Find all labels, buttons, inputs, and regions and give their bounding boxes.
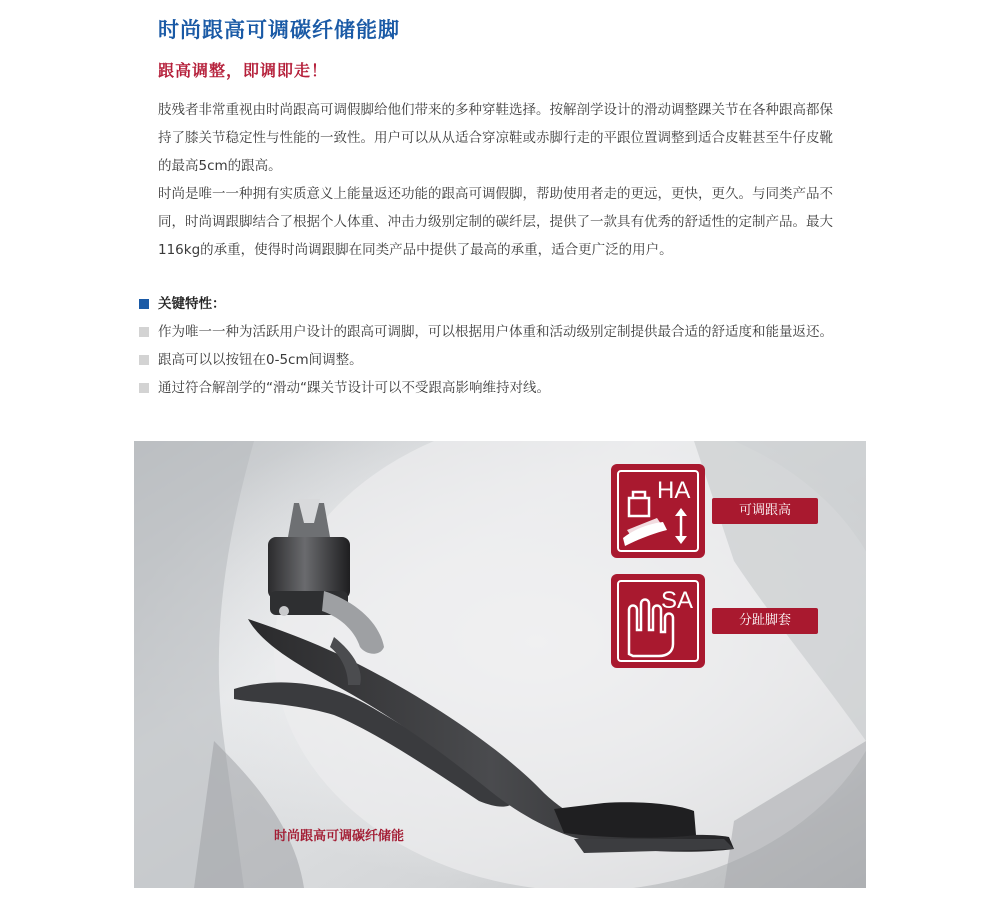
list-item xyxy=(138,374,838,402)
square-bullet-icon xyxy=(139,383,149,393)
split-toe-icon xyxy=(611,574,705,668)
description-paragraph: 时尚是唯一一种拥有实质意义上能量返还功能的跟高可调假脚，帮助使用者走的更远，更快，更久。与同类产品不同，时尚调跟脚结合了根据个人体重、冲击力级别定制的碳纤层，提供了一款具有优秀的舒适性的定制产品。最大116kg的承重，使得时尚调跟脚在同类产品中提供了最高的承重，适合更广泛的用户。 xyxy=(158,186,833,258)
list-item xyxy=(138,318,838,346)
square-bullet-icon xyxy=(139,299,149,309)
features-heading-row xyxy=(138,290,838,318)
badge-code: HA xyxy=(657,477,691,504)
badge-label: 分趾脚套 xyxy=(712,608,818,634)
page-title: 时尚跟高可调碳纤储能脚 xyxy=(158,18,400,42)
feature-text: 作为唯一一种为活跃用户设计的跟高可调脚，可以根据用户体重和活动级别定制提供最合适的舒适度和能量返还。 xyxy=(158,324,833,340)
description-paragraph: 肢残者非常重视由时尚跟高可调假脚给他们带来的多种穿鞋选择。按解剖学设计的滑动调整踝关节在各种跟高都保持了膝关节稳定性与性能的一致性。用户可以从从适合穿凉鞋或赤脚行走的平跟位置调整到适合皮鞋甚至牛仔皮靴的最高5cm的跟高。 xyxy=(158,102,833,174)
list-item xyxy=(138,346,838,374)
heel-adjust-badge xyxy=(611,464,705,558)
split-toe-badge xyxy=(611,574,705,668)
badge-label: 可调跟高 xyxy=(712,498,818,524)
photo-caption: 时尚跟高可调碳纤储能 xyxy=(274,829,405,844)
description xyxy=(158,96,838,264)
heel-adjust-icon xyxy=(611,464,705,558)
badge-code: SA xyxy=(661,587,694,614)
feature-text: 通过符合解剖学的“滑动“踝关节设计可以不受跟高影响维持对线。 xyxy=(158,380,550,396)
page-subtitle: 跟高调整，即调即走！ xyxy=(158,61,329,80)
features-heading: 关键特性： xyxy=(158,296,226,312)
features-list xyxy=(138,290,838,402)
feature-text: 跟高可以以按钮在0-5cm间调整。 xyxy=(158,352,363,368)
square-bullet-icon xyxy=(139,355,149,365)
square-bullet-icon xyxy=(139,327,149,337)
